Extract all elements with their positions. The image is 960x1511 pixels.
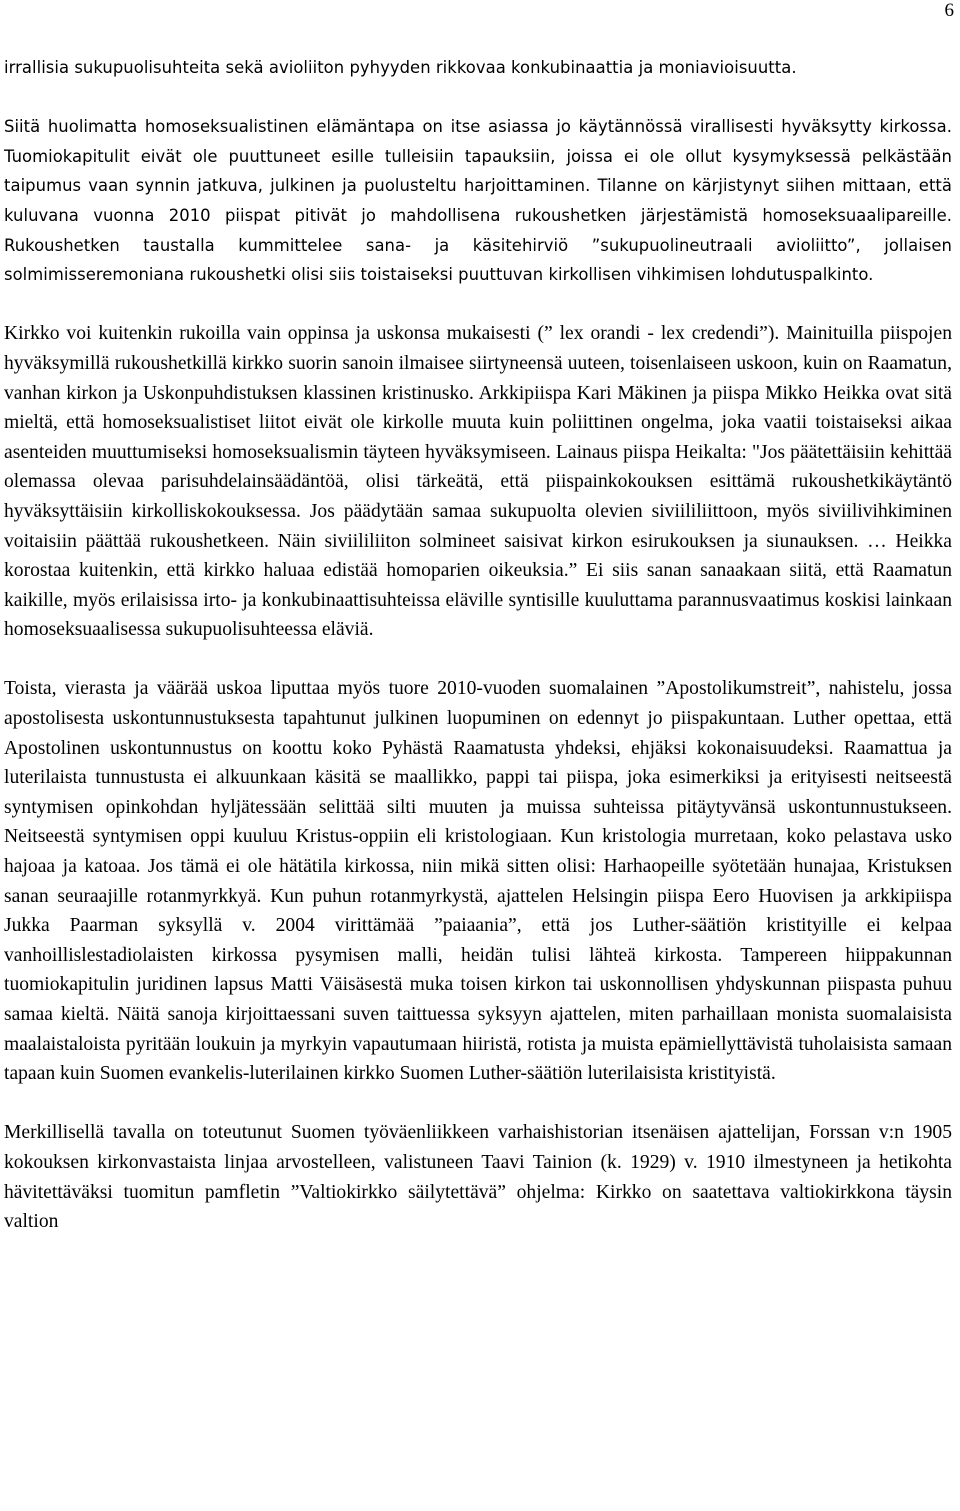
paragraph-text: irrallisia sukupuolisuhteita sekä avioliiton pyhyyden rikkovaa konkubinaattia ja moniavioisuutta.: [4, 58, 797, 77]
paragraph-text: Toista, vierasta ja väärää uskoa liputtaa myös tuore 2010-vuoden suomalainen ”Apostolikumstreit”, nahistelu, jossa apostolisesta uskontunnustuksesta tapahtunut julkinen luopuminen on edennyt jo piispakuntaan. Luther opettaa, että Apostolinen uskontunnustus on koottu koko Pyhästä Raamatusta yhdeksi, ehjäksi kokonaisuudeksi. Raamattua ja luterilaista tunnustusta ei alkuunkaan käsitä se maallikko, pappi tai piispa, joka esimerkiksi ja erityisesti neitseestä syntymisen opinkohdan hyljätessään selittää silti muuten ja muissa suhteissa pitäytyvänsä uskontunnustukseen. Neitseestä syntymisen oppi kuuluu Kristus-oppiin eli kristologiaan. Kun kristologia murretaan, koko pelastava usko hajoaa ja katoaa. Jos tämä ei ole hätätila kirkossa, niin mikä sitten olisi: Harhaopeille syötetään hunajaa, Kristuksen sanan seuraajille rotanmyrkkyä. Kun puhun rotanmyrkystä, ajattelen Helsingin piispa Eero Huovisen ja arkkipiispa Jukka Paarman syksyllä v. 2004 virittämää ”paiaania”, että jos Luther-säätiön kristityille ei kelpaa vanhoillislestadiolaisten kirkossa pysymisen malli, heidän tulisi lähteä kirkosta. Tampereen hiippakunnan tuomiokapitulin juridinen lapsus Matti Väisäsestä muka toisen kirkon tai uskonnollisen yhdyskunnan piispasta puhuu samaa kieltä. Näitä sanoja kirjoittaessani suven taittuessa syksyyn ajattelen, miten parhaillaan monista suomalaisista maalaistaloista pyritään loukuin ja myrkyin vapautumaan hiiristä, rotista ja muista epämiellyttävistä tuholaisista samaan tapaan kuin Suomen evankelis-luterilainen kirkko Suomen Luther-säätiön luterilaisista kristityistä.: [4, 678, 952, 1085]
paragraph-2: [4, 112, 952, 290]
paragraph-text: Siitä huolimatta homoseksualistinen elämäntapa on itse asiassa jo käytännössä virallisesti hyväksytty kirkossa. Tuomiokapitulit eivät ole puuttuneet esille tulleisiin tapauksiin, joissa ei ole ollut kysymyksessä pelkästään taipumus vaan synnin jatkuva, julkinen ja puolusteltu harjoittaminen. Tilanne on kärjistynyt siihen mittaan, että kuluvana vuonna 2010 piispat pitivät jo mahdollisena rukoushetken järjestämistä homoseksuaalipareille. Rukoushetken taustalla kummittelee sana- ja käsitehirviö ”sukupuolineutraali avioliitto”, jollaisen solmimisseremoniana rukoushetki olisi siis toistaiseksi puuttuvan kirkollisen vihkimisen lohdutuspalkinto.: [4, 117, 952, 285]
paragraph-3: [4, 319, 952, 645]
page-number: 6: [944, 0, 954, 21]
document-body: [4, 53, 952, 1237]
paragraph-1: [4, 53, 952, 83]
paragraph-4: [4, 674, 952, 1088]
paragraph-text: Merkillisellä tavalla on toteutunut Suomen työväenliikkeen varhaishistorian itsenäisen ajattelijan, Forssan v:n 1905 kokouksen kirkonvastaista linjaa arvostelleen, valistuneen Taavi Tainion (k. 1929) v. 1910 ilmestyneen ja hetikohta hävitettäväksi tuomitun pamfletin ”Valtiokirkko säilytettävä” ohjelma: Kirkko on saatettava valtiokirkkona täysin valtion: [4, 1122, 952, 1233]
paragraph-5: [4, 1118, 952, 1236]
paragraph-text: Kirkko voi kuitenkin rukoilla vain oppinsa ja uskonsa mukaisesti (” lex orandi - lex credendi”). Mainituilla piispojen hyväksymillä rukoushetkillä kirkko suorin sanoin ilmaisee siirtyneensä uuteen, toisenlaiseen uskoon, kuin on Raamatun, vanhan kirkon ja Uskonpuhdistuksen klassinen kristinusko. Arkkipiispa Kari Mäkinen ja piispa Mikko Heikka ovat sitä mieltä, että homoseksualistiset liitot eivät ole kirkolle muuta kuin poliittinen ongelma, joka vaatii toistaiseksi aikaa asenteiden muuttumiseksi homoseksualismin täyteen hyväksymiseen. Lainaus piispa Heikalta: "Jos päätettäisiin kehittää olemassa olevaa parisuhdelainsäädäntöä, olisi tärkeätä, että piispainkokouksen esittämä rukoushetkikäytäntö hyväksyttäisiin kirkolliskokouksessa. Jos päädytään samaa sukupuolta olevien siviililiittoon, myös siviilivihkiminen voitaisiin päättää rukoushetkeen. Näin siviililiiton solmineet saisivat kirkon esirukouksen ja siunauksen. … Heikka korostaa kuitenkin, että kirkko haluaa edistää homoparien oikeuksia.” Ei siis sanan sanaakaan siitä, että Raamatun kaikille, myös erilaisissa irto- ja konkubinaattisuhteissa eläville syntisille kuuluttama parannusvaatimus koskisi lainkaan homoseksuaalisessa sukupuolisuhteessa eläviä.: [4, 323, 952, 641]
